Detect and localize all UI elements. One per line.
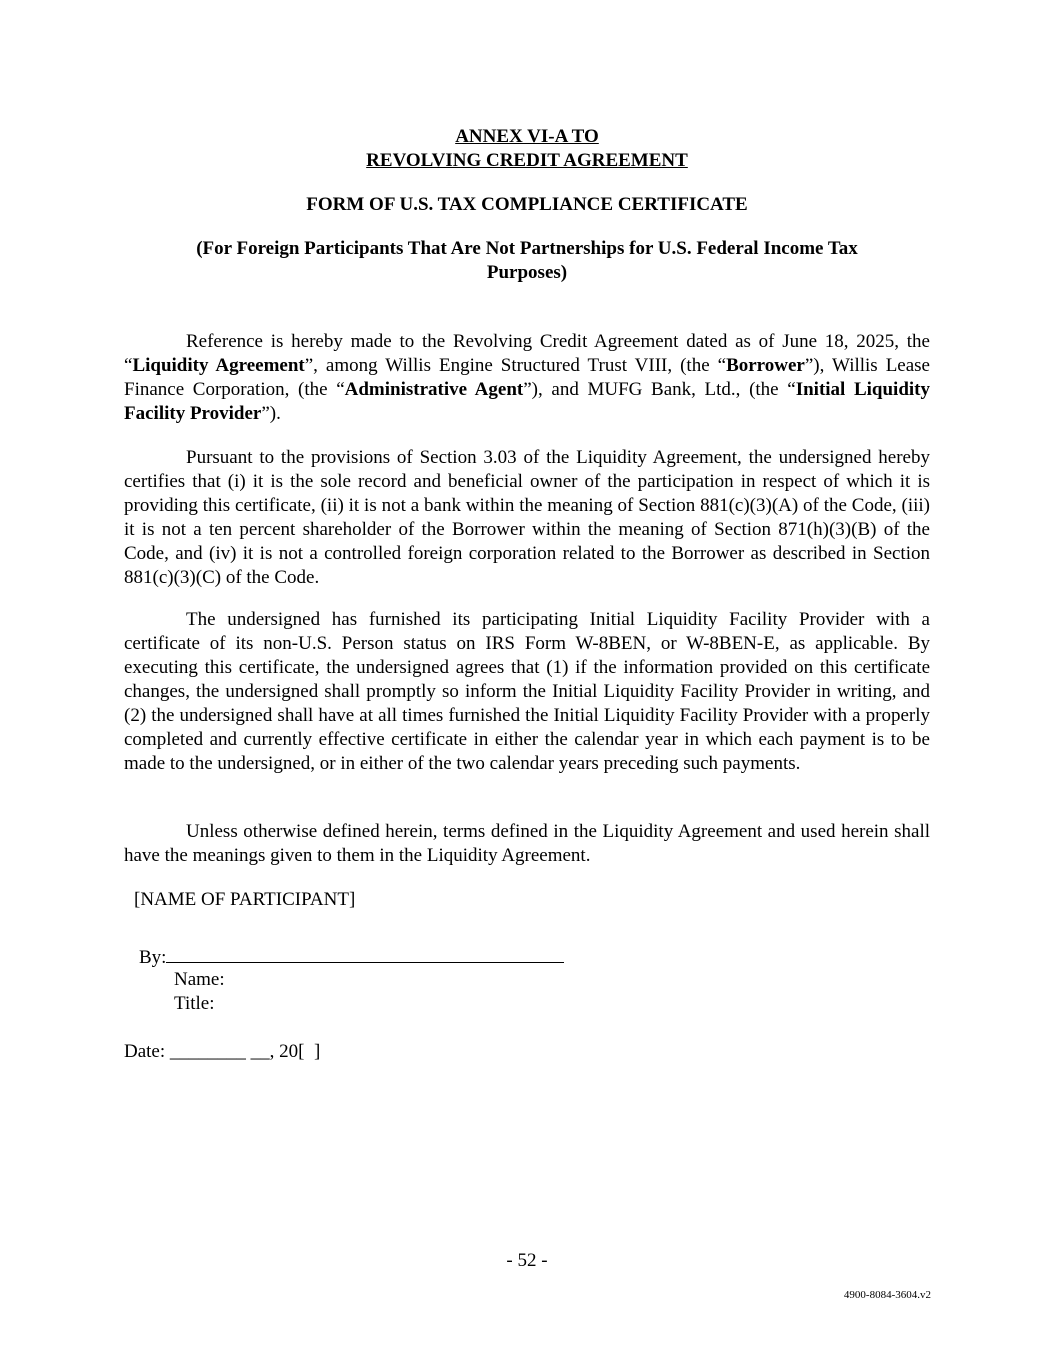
form-title: FORM OF U.S. TAX COMPLIANCE CERTIFICATE [306, 194, 748, 215]
page-number: - 52 - [506, 1250, 548, 1271]
paragraph-certification: Pursuant to the provisions of Section 3.03 of the Liquidity Agreement, the undersigned hereby certifies that (i) it is the sole record and beneficial owner of the participation in respect of which it is providing this certificate, (ii) it is not a bank within the meaning of Section 881(c)(3)(A) of the Code, (iii) it is not a ten percent shareholder of the Borrower within the meaning of Section 871(h)(3)(B) of the Code, and (iv) it is not a controlled foreign corporation related to the Borrower as described in Section 881(c)(3)(C) of the Code. [124, 447, 930, 588]
para1-text-1: Reference is hereby made to the Revolving Credit Agreement dated as of June 18, 2025, the “ [124, 331, 930, 376]
annex-line-2: REVOLVING CREDIT AGREEMENT [366, 150, 688, 171]
defined-term-liquidity-agreement: Liquidity Agreement [132, 355, 305, 376]
form-subtitle: (For Foreign Participants That Are Not Partnerships for U.S. Federal Income Tax Purposes) [196, 238, 858, 283]
para1-text-3: ”), Willis Lease Finance Corporation, (the “ [124, 355, 930, 400]
annex-line-1: ANNEX VI-A TO [455, 126, 599, 147]
para1-text-2: ”, among Willis Engine Structured Trust VIII, (the “ [304, 355, 727, 376]
paragraph-furnished-form: The undersigned has furnished its participating Initial Liquidity Facility Provider with a certificate of its non-U.S. Person status on IRS Form W-8BEN, or W-8BEN-E, as applicable. By executing this certificate, the undersigned agrees that (1) if the information provided on this certificate changes, the undersigned shall promptly so inform the Initial Liquidity Facility Provider in writing, and (2) the undersigned shall have at all times furnished the Initial Liquidity Facility Provider with a properly completed and currently effective certificate in either the calendar year in which each payment is to be made to the undersigned, or in either of the two calendar years preceding such payments. [124, 609, 930, 774]
paragraph-reference [124, 330, 930, 426]
para1-text-5: ”). [261, 403, 281, 424]
signature-blank [166, 944, 564, 963]
paragraph-definitions: Unless otherwise defined herein, terms defined in the Liquidity Agreement and used herein shall have the meanings given to them in the Liquidity Agreement. [124, 821, 930, 866]
para1-text-4: ”), and MUFG Bank, Ltd., (the “ [523, 379, 796, 400]
by-label: By: [139, 947, 167, 968]
participant-name-placeholder: [NAME OF PARTICIPANT] [134, 889, 356, 910]
defined-term-borrower: Borrower [726, 355, 805, 376]
annex-heading [124, 125, 930, 173]
title-label: Title: [174, 993, 215, 1014]
defined-term-initial-liquidity-facility-provider: Initial Liquidity Facility Provider [124, 379, 931, 424]
signature-by-line [139, 944, 564, 970]
date-line: Date: ________ __, 20[ ] [124, 1041, 321, 1062]
document-id: 4900-8084-3604.v2 [843, 1289, 931, 1301]
defined-term-administrative-agent: Administrative Agent [344, 379, 524, 400]
name-label: Name: [174, 969, 225, 990]
